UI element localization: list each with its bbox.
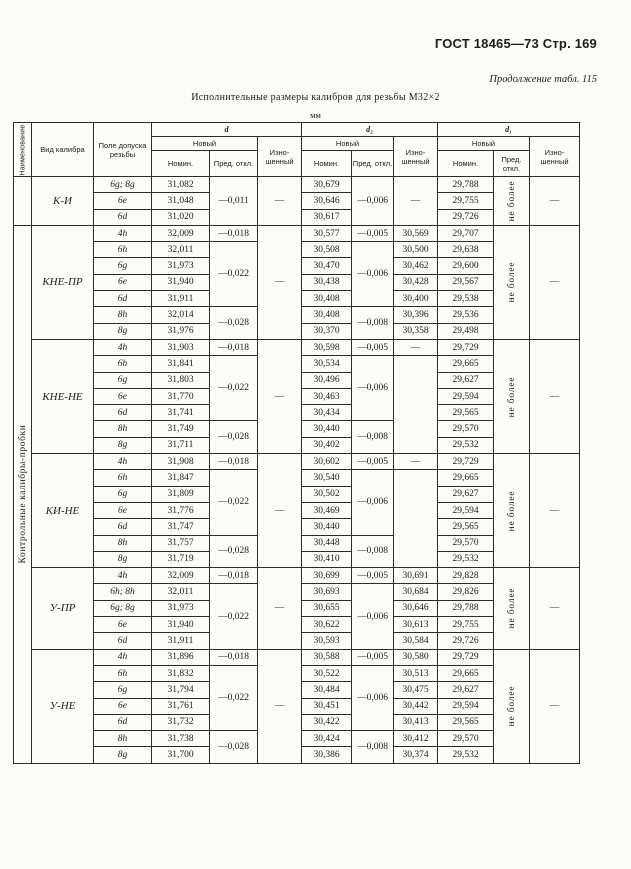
tolerance-field: 8g [94,437,152,453]
d1-nominal: 29,755 [438,617,494,633]
d1-deviation-note-text: не более [506,180,517,222]
d-deviation: —0,018 [210,568,258,584]
tolerance-field: 8h [94,421,152,437]
d-nominal: 31,741 [152,405,210,421]
tolerance-field: 8h [94,307,152,323]
name-header-label: Наименование [19,124,26,175]
d2-nominal: 30,522 [302,665,352,681]
tolerance-field: 4h [94,649,152,665]
d1-nominal: 29,532 [438,551,494,567]
tolerance-field: 4h [94,339,152,355]
d-new-header: Новый [152,137,258,151]
d1-worn: — [530,177,580,226]
d2-deviation: —0,005 [352,225,394,241]
d1-nominal: 29,600 [438,258,494,274]
d1-deviation-note [494,649,530,763]
d1-nominal: 29,788 [438,600,494,616]
d1-nominal: 29,726 [438,633,494,649]
d2-nominal: 30,598 [302,339,352,355]
d-nominal: 31,976 [152,323,210,339]
d2-new-header: Новый [302,137,394,151]
d2-header: d₂ [302,123,438,137]
tolerance-field: 8g [94,747,152,763]
d-nominal: 31,847 [152,470,210,486]
d-header: d [152,123,302,137]
d-worn-header: Изно- шенный [258,137,302,177]
d-nominal: 31,711 [152,437,210,453]
d1-worn: — [530,568,580,649]
d-nominal: 31,776 [152,502,210,518]
d-nominal: 32,009 [152,568,210,584]
d2-nominal: 30,502 [302,486,352,502]
d-nominal: 31,911 [152,291,210,307]
d1-worn: — [530,339,580,453]
d-worn: — [258,454,302,568]
tolerance-field: 6h [94,665,152,681]
d-worn: — [258,649,302,763]
calibre-kind: КНЕ-НЕ [32,339,94,453]
table-row [14,454,580,470]
d-worn: — [258,339,302,453]
d2-worn: 30,412 [394,731,438,747]
d2-worn: 30,684 [394,584,438,600]
d2-deviation: —0,005 [352,649,394,665]
tolerance-field: 6e [94,193,152,209]
d-nominal: 32,009 [152,225,210,241]
d2-nominal: 30,440 [302,519,352,535]
d2-deviation: —0,006 [352,665,394,730]
d1-nominal: 29,570 [438,535,494,551]
tolerance-field: 4h [94,454,152,470]
d2-nominal: 30,679 [302,177,352,193]
d2-nominal: 30,440 [302,421,352,437]
d1-nominal: 29,567 [438,274,494,290]
tolerance-field: 6d [94,291,152,307]
d1-deviation-note [494,454,530,568]
unit-label: мм [310,110,321,120]
d-deviation: —0,022 [210,470,258,535]
tolerance-field: 6g [94,258,152,274]
field-header: Поле допуска резьбы [94,123,152,177]
d2-nominal: 30,588 [302,649,352,665]
d-nominal: 31,903 [152,339,210,355]
d1-nominal: 29,826 [438,584,494,600]
tolerance-field: 6e [94,617,152,633]
d2-nominal: 30,408 [302,307,352,323]
d2-deviation: —0,005 [352,339,394,355]
d2-nominal: 30,434 [302,405,352,421]
d2-nominal: 30,463 [302,388,352,404]
d2-worn: 30,462 [394,258,438,274]
tolerance-field: 6d [94,209,152,225]
d2-worn: — [394,339,438,355]
d2-nominal: 30,699 [302,568,352,584]
d-deviation: —0,018 [210,225,258,241]
d2-nominal: 30,408 [302,291,352,307]
table-row [14,177,580,193]
d2-deviation: —0,006 [352,584,394,649]
tolerance-field: 6d [94,519,152,535]
d1-nominal: 29,726 [438,209,494,225]
d-nominal: 31,749 [152,421,210,437]
d1-nominal: 29,755 [438,193,494,209]
d2-nominal: 30,448 [302,535,352,551]
d-nominal: 31,747 [152,519,210,535]
d2-nominal: 30,693 [302,584,352,600]
d1-nominal: 29,627 [438,486,494,502]
page-header: ГОСТ 18465—73 Стр. 169 [434,36,597,51]
tolerance-field: 6e [94,274,152,290]
d-nominal: 31,738 [152,731,210,747]
table-title: Исполнительные размеры калибров для резьбы М32×2 [191,92,440,103]
tolerance-field: 6h [94,356,152,372]
d2-deviation: —0,008 [352,535,394,568]
d2-deviation: —0,006 [352,356,394,421]
d2-dev-header: Пред. откл. [352,151,394,177]
d1-nom-header: Номин. [438,151,494,177]
d-deviation: —0,028 [210,421,258,454]
d2-nominal: 30,438 [302,274,352,290]
d1-nominal: 29,594 [438,698,494,714]
tolerance-field: 8h [94,731,152,747]
d1-nominal: 29,594 [438,502,494,518]
d2-nom-header: Номин. [302,151,352,177]
tolerance-field: 4h [94,568,152,584]
d2-deviation: —0,008 [352,421,394,454]
d1-worn: — [530,454,580,568]
d-nominal: 31,809 [152,486,210,502]
d2-worn: 30,400 [394,291,438,307]
d-nominal: 31,770 [152,388,210,404]
d1-nominal: 29,498 [438,323,494,339]
d-worn: — [258,177,302,226]
d-nominal: 31,732 [152,714,210,730]
d-nominal: 32,011 [152,584,210,600]
d2-nominal: 30,646 [302,193,352,209]
d1-new-header: Новый [438,137,530,151]
d-nominal: 31,841 [152,356,210,372]
d1-nominal: 29,570 [438,731,494,747]
d2-worn: 30,500 [394,242,438,258]
d1-nominal: 29,729 [438,339,494,355]
d1-deviation-note [494,568,530,649]
d2-deviation: —0,006 [352,470,394,535]
d-nom-header: Номин. [152,151,210,177]
d2-nominal: 30,422 [302,714,352,730]
calibre-kind: У-НЕ [32,649,94,763]
d2-nominal: 30,469 [302,502,352,518]
d-worn: — [258,225,302,339]
tolerance-field: 6e [94,388,152,404]
d-nominal: 31,048 [152,193,210,209]
d1-deviation-note [494,225,530,339]
d-deviation: —0,028 [210,731,258,764]
d-deviation: —0,011 [210,177,258,226]
d-nominal: 31,940 [152,274,210,290]
d-nominal: 31,832 [152,665,210,681]
d-nominal: 31,973 [152,600,210,616]
d2-deviation: —0,006 [352,242,394,307]
tolerance-field: 6d [94,405,152,421]
d1-nominal: 29,565 [438,519,494,535]
d-nominal: 31,911 [152,633,210,649]
d1-nominal: 29,638 [438,242,494,258]
d-deviation: —0,028 [210,535,258,568]
tolerance-field: 6g; 8g [94,177,152,193]
calibre-dimensions-table [13,122,580,764]
d2-nominal: 30,386 [302,747,352,763]
table-row [14,225,580,241]
d1-dev-header: Пред. откл. [494,151,530,177]
d2-worn: 30,396 [394,307,438,323]
d2-nominal: 30,602 [302,454,352,470]
d-deviation: —0,018 [210,339,258,355]
d2-nominal: 30,655 [302,600,352,616]
d2-worn: 30,475 [394,682,438,698]
d2-worn: 30,580 [394,649,438,665]
d1-deviation-note [494,339,530,453]
d2-nominal: 30,496 [302,372,352,388]
d1-worn-header: Изно- шенный [530,137,580,177]
d1-deviation-note [494,177,530,226]
d-nominal: 31,940 [152,617,210,633]
calibre-kind: У-ПР [32,568,94,649]
tolerance-field: 6d [94,714,152,730]
tolerance-field: 6e [94,502,152,518]
d2-nominal: 30,622 [302,617,352,633]
tolerance-field: 4h [94,225,152,241]
d2-deviation: —0,008 [352,731,394,764]
d-deviation: —0,022 [210,584,258,649]
d1-nominal: 29,536 [438,307,494,323]
tolerance-field: 6e [94,698,152,714]
tolerance-field: 6g [94,372,152,388]
d-nominal: 31,757 [152,535,210,551]
d-nominal: 31,794 [152,682,210,698]
d2-nominal: 30,593 [302,633,352,649]
d-dev-header: Пред. откл. [210,151,258,177]
d-nominal: 31,973 [152,258,210,274]
d-nominal: 31,896 [152,649,210,665]
d1-nominal: 29,570 [438,421,494,437]
d2-worn: 30,584 [394,633,438,649]
d2-nominal: 30,370 [302,323,352,339]
d2-worn: 30,646 [394,600,438,616]
d2-worn: 30,513 [394,665,438,681]
d-deviation: —0,022 [210,665,258,730]
d1-nominal: 29,665 [438,356,494,372]
d-deviation: —0,022 [210,356,258,421]
d2-nominal: 30,484 [302,682,352,698]
d1-nominal: 29,565 [438,714,494,730]
tolerance-field: 8h [94,535,152,551]
d1-nominal: 29,729 [438,454,494,470]
d1-nominal: 29,627 [438,372,494,388]
d2-nominal: 30,534 [302,356,352,372]
tolerance-field: 6g; 8g [94,600,152,616]
d2-deviation: —0,005 [352,568,394,584]
d2-nominal: 30,617 [302,209,352,225]
d2-deviation: —0,006 [352,177,394,226]
tolerance-field: 8g [94,323,152,339]
d2-nominal: 30,451 [302,698,352,714]
d-deviation: —0,022 [210,242,258,307]
d-nominal: 31,908 [152,454,210,470]
row-category [14,225,32,763]
d1-deviation-note-text: не более [506,685,517,727]
d2-worn: 30,691 [394,568,438,584]
d-nominal: 31,803 [152,372,210,388]
d1-deviation-note-text: не более [506,588,517,629]
d2-nominal: 30,577 [302,225,352,241]
d-nominal: 32,014 [152,307,210,323]
d2-worn: 30,569 [394,225,438,241]
row-category-text: Контрольные калибры-пробки [17,424,28,564]
tolerance-field: 6g [94,486,152,502]
d-nominal: 31,719 [152,551,210,567]
tolerance-field: 6d [94,633,152,649]
d-worn: — [258,568,302,649]
d1-nominal: 29,788 [438,177,494,193]
d2-worn: — [394,454,438,470]
calibre-kind: КИ-НЕ [32,454,94,568]
row-category-blank [14,177,32,226]
calibre-kind: КНЕ-ПР [32,225,94,339]
d-nominal: 31,020 [152,209,210,225]
d-deviation: —0,018 [210,649,258,665]
d1-header: d₁ [438,123,580,137]
d1-nominal: 29,565 [438,405,494,421]
d1-nominal: 29,532 [438,437,494,453]
d1-nominal: 29,665 [438,665,494,681]
d2-nominal: 30,402 [302,437,352,453]
tolerance-field: 6h; 8h [94,584,152,600]
d2-nominal: 30,540 [302,470,352,486]
continuation-note: Продолжение табл. 115 [489,74,597,85]
name-header [14,123,32,177]
d-nominal: 32,011 [152,242,210,258]
d1-worn: — [530,225,580,339]
d2-nominal: 30,470 [302,258,352,274]
d1-deviation-note-text: не более [506,376,517,417]
tolerance-field: 6h [94,470,152,486]
d2-deviation: —0,008 [352,307,394,340]
calibre-kind: К-И [32,177,94,226]
table-row [14,568,580,584]
d2-worn: 30,358 [394,323,438,339]
d1-nominal: 29,707 [438,225,494,241]
d2-worn [394,470,438,568]
d1-nominal: 29,627 [438,682,494,698]
tolerance-field: 6g [94,682,152,698]
table-row [14,649,580,665]
d1-nominal: 29,729 [438,649,494,665]
type-header: Вид калибра [32,123,94,177]
d2-worn: 30,442 [394,698,438,714]
d2-worn: 30,413 [394,714,438,730]
d2-worn: 30,613 [394,617,438,633]
d1-nominal: 29,594 [438,388,494,404]
d1-nominal: 29,665 [438,470,494,486]
d2-worn: 30,374 [394,747,438,763]
d-deviation: —0,018 [210,454,258,470]
d2-worn: — [394,177,438,226]
d2-worn [394,356,438,454]
tolerance-field: 6h [94,242,152,258]
d1-nominal: 29,538 [438,291,494,307]
d1-worn: — [530,649,580,763]
d2-nominal: 30,410 [302,551,352,567]
d-nominal: 31,700 [152,747,210,763]
d-deviation: —0,028 [210,307,258,340]
d2-nominal: 30,508 [302,242,352,258]
table-row [14,339,580,355]
d1-deviation-note-text: не более [506,490,517,531]
d2-deviation: —0,005 [352,454,394,470]
d-nominal: 31,082 [152,177,210,193]
d2-worn-header: Изно- шенный [394,137,438,177]
d1-deviation-note-text: не более [506,262,517,303]
d2-nominal: 30,424 [302,731,352,747]
tolerance-field: 8g [94,551,152,567]
d-nominal: 31,761 [152,698,210,714]
d1-nominal: 29,532 [438,747,494,763]
d2-worn: 30,428 [394,274,438,290]
d1-nominal: 29,828 [438,568,494,584]
